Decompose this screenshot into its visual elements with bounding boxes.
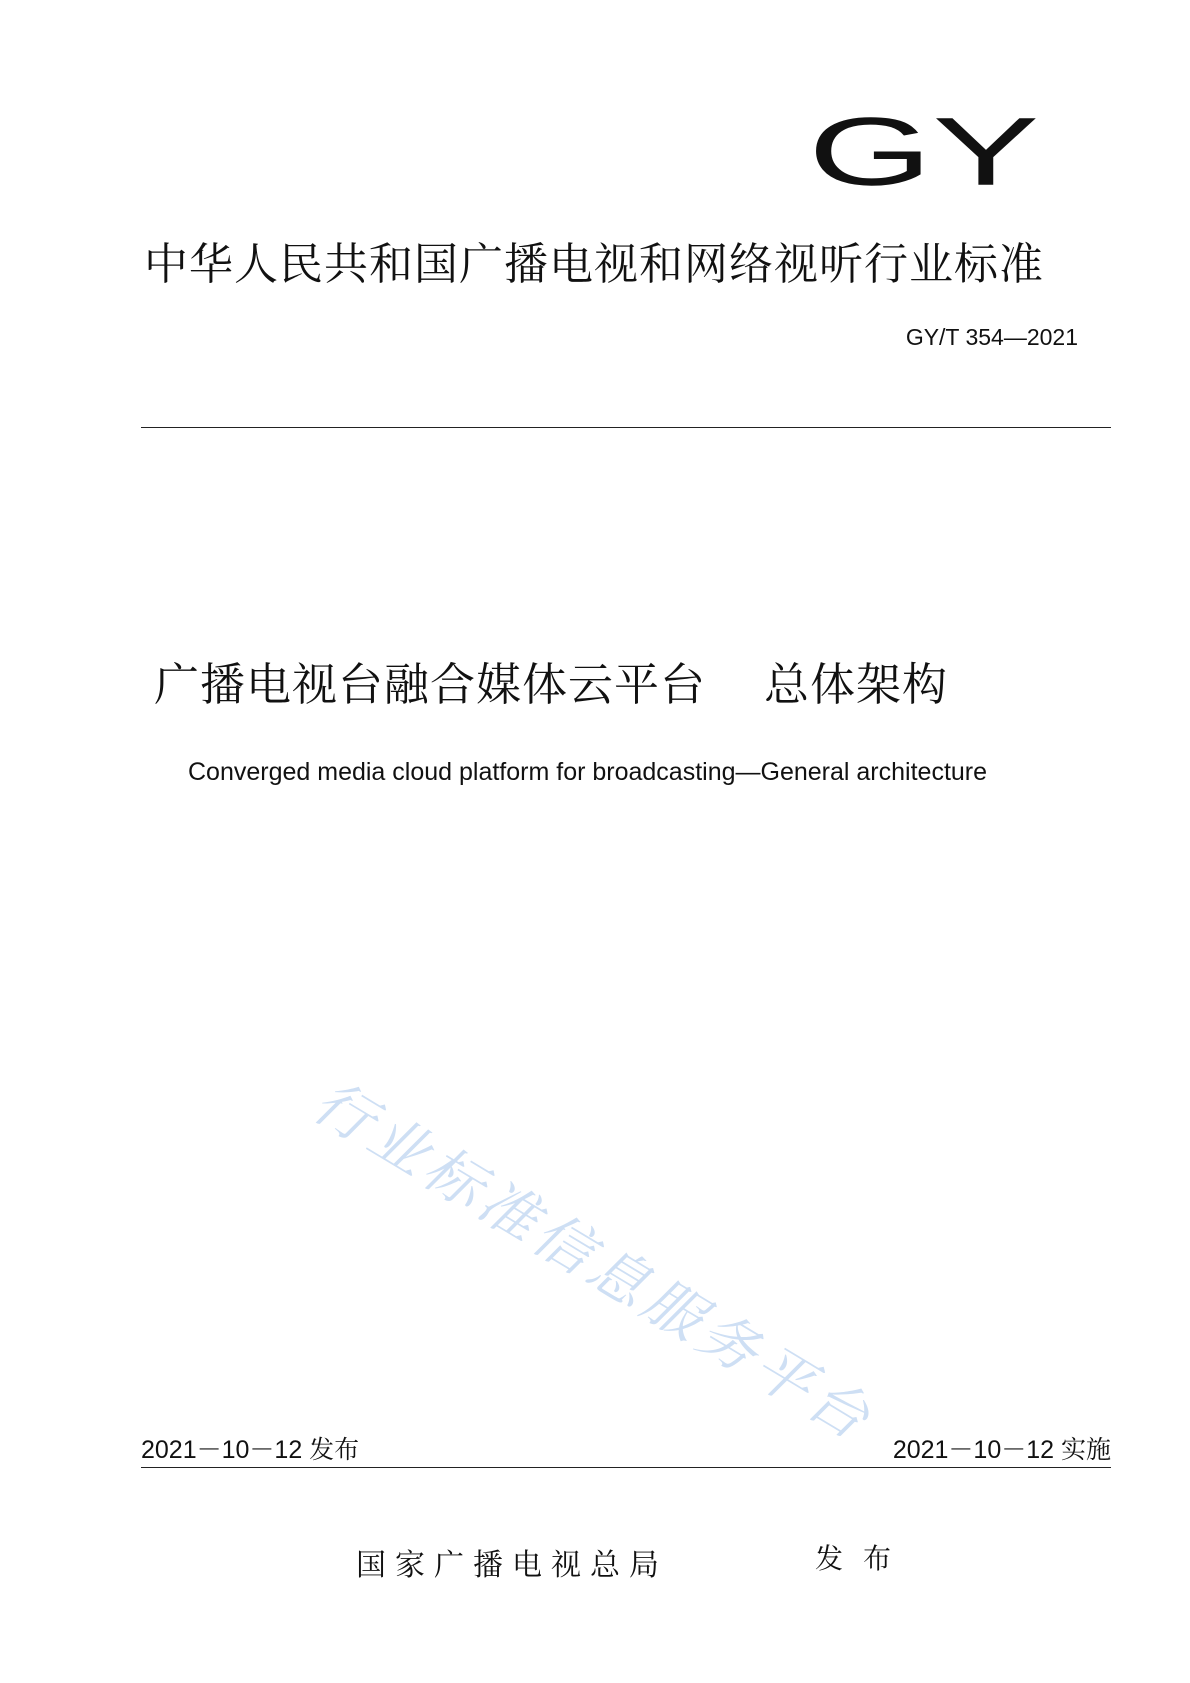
document-title-main: 广播电视台融合媒体云平台 xyxy=(154,658,707,711)
standard-code: GY/T 354—2021 xyxy=(905,324,1078,350)
date-row xyxy=(141,1430,1111,1464)
document-title-english: Converged media cloud platform for broadcasting—General architecture xyxy=(188,758,988,786)
header-divider xyxy=(141,427,1111,428)
document-title-sub: 总体架构 xyxy=(764,658,949,711)
publisher-name: 国家广播电视总局 xyxy=(356,1548,668,1583)
watermark: 行业标准信息服务平台 xyxy=(301,1067,886,1456)
document-title xyxy=(154,648,948,713)
implementation-date: 2021－10－12 实施 xyxy=(892,1436,1111,1464)
logo-text: GY xyxy=(808,97,1040,198)
release-date: 2021－10－12 发布 xyxy=(141,1436,360,1464)
publish-label: 发布 xyxy=(815,1542,912,1575)
org-standard-title: 中华人民共和国广播电视和网络视听行业标准 xyxy=(144,239,1044,290)
footer-divider xyxy=(141,1467,1111,1468)
gy-logo xyxy=(808,88,1044,198)
